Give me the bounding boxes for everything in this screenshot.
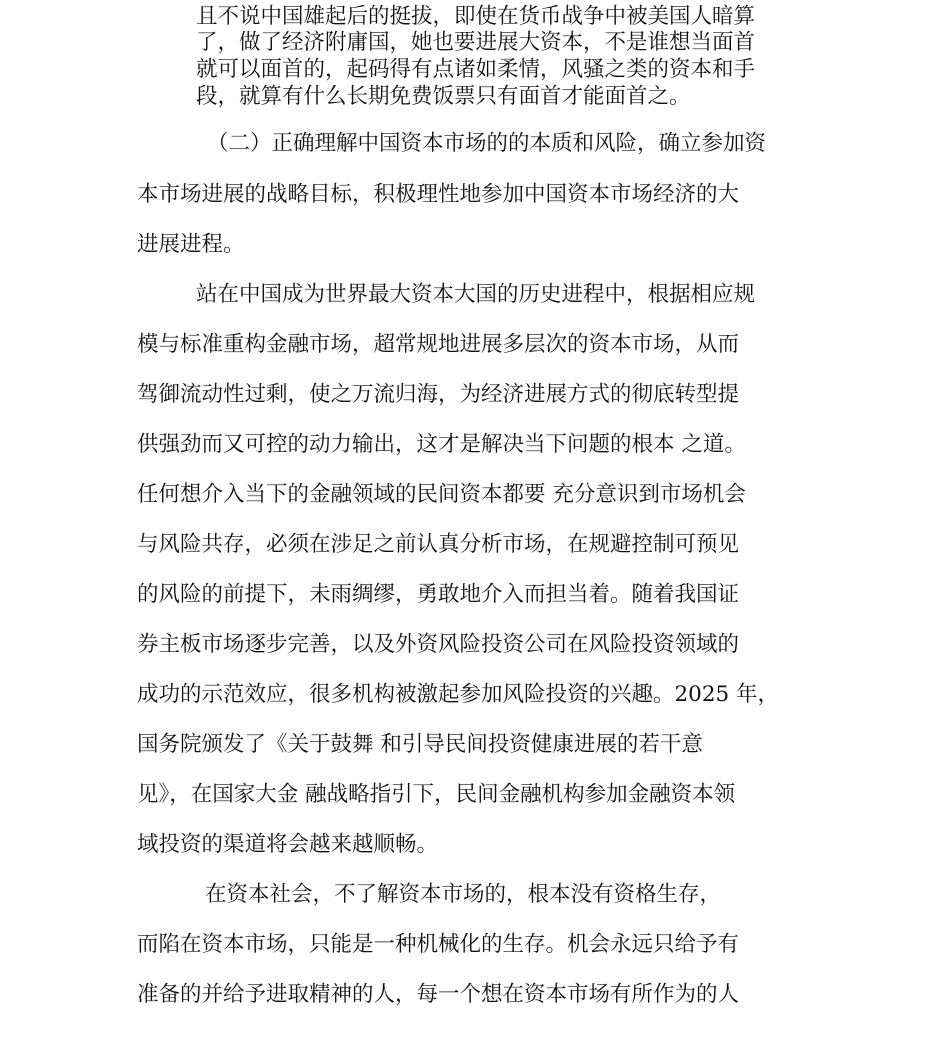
section-heading-line-2: 本市场进展的战略目标，积极理性地参加中国资本市场经济的大 (137, 182, 740, 207)
body1-line-6: 与风险共存，必须在涉足之前认真分析市场，在规避控制可预见 (137, 532, 740, 557)
body1-line-1: 站在中国成为世界最大资本大国的历史进程中，根据相应规 (196, 282, 756, 307)
body1-line-12: 域投资的渠道将会越来越顺畅。 (137, 832, 439, 857)
body1-line-7: 的风险的前提下，未雨绸缪，勇敢地介入而担当着。随着我国证 (137, 582, 740, 607)
body1-line-3: 驾御流动性过剩，使之万流归海，为经济进展方式的彻底转型提 (137, 382, 740, 407)
section-heading-line-3: 进展进程。 (137, 232, 245, 257)
quote-line-1: 且不说中国雄起后的挺拔，即使在货币战争中被美国人暗算 (196, 4, 756, 29)
body1-line-5: 任何想介入当下的金融领域的民间资本都要 充分意识到市场机会 (137, 482, 746, 507)
section-heading-line-1: （二）正确理解中国资本市场的的本质和风险，确立参加资 (207, 131, 767, 156)
body1-line-2: 模与标准重构金融市场，超常规地进展多层次的资本市场，从而 (137, 332, 740, 357)
body1-line-11: 见》，在国家大金 融战略指引下，民间金融机构参加金融资本领 (137, 782, 736, 807)
body1-line-8: 券主板市场逐步完善，以及外资风险投资公司在风险投资领域的 (137, 632, 740, 657)
quote-line-4: 段，就算有什么长期免费饭票只有面首才能面首之。 (196, 84, 691, 109)
body2-line-3: 准备的并给予进取精神的人，每一个想在资本市场有所作为的人 (137, 982, 740, 1007)
body2-line-1: 在资本社会，不了解资本市场的，根本没有资格生存， (205, 882, 722, 907)
body2-line-2: 而陷在资本市场，只能是一种机械化的生存。机会永远只给予有 (137, 932, 740, 957)
quote-line-3: 就可以面首的，起码得有点诸如柔情，风骚之类的资本和手 (196, 57, 756, 82)
body1-line-10: 国务院颁发了《关于鼓舞 和引导民间投资健康进展的若干意 (137, 732, 703, 757)
body1-line-9: 成功的示范效应，很多机构被激起参加风险投资的兴趣。2025 年， (137, 682, 780, 707)
quote-line-2: 了，做了经济附庸国，她也要进展大资本，不是谁想当面首 (196, 30, 756, 55)
body1-line-4: 供强劲而又可控的动力输出，这才是解决当下问题的根本 之道。 (137, 432, 746, 457)
